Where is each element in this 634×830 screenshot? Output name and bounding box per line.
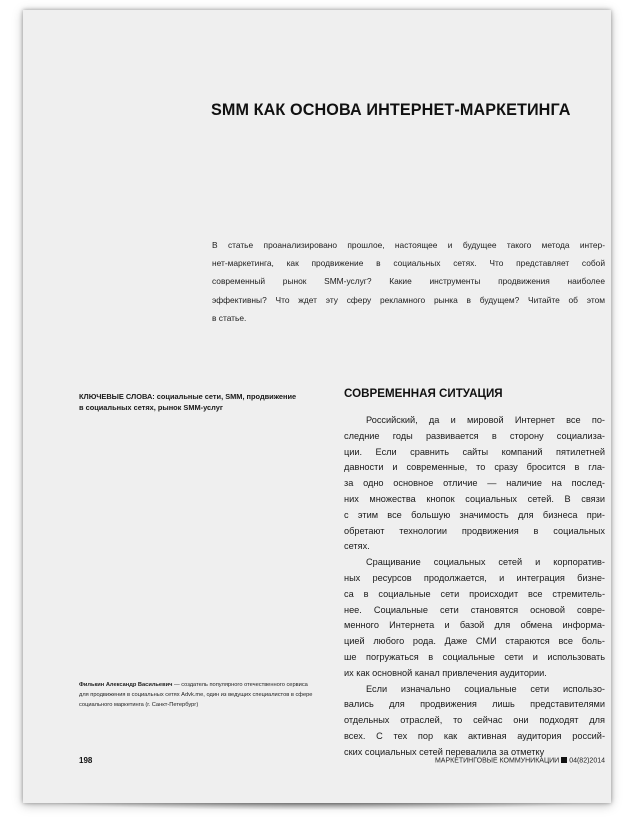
body-line: цией любого рода. Даже СМИ стараются все боль- xyxy=(344,636,605,647)
keywords-line: в социальных сетях, рынок SMM-услуг xyxy=(79,403,223,412)
body-line: Российский, да и мировой Интернет все по- xyxy=(366,415,605,425)
body-line: следние годы развивается в сторону социализа- xyxy=(344,430,605,441)
body-line: за одно основное отличие — наличие на послед- xyxy=(344,478,605,489)
article-abstract xyxy=(212,236,605,327)
body-line: их как основной канал привлечения аудитории. xyxy=(344,667,547,678)
body-line: отдельных отраслей, то сейчас они подходят для xyxy=(344,715,605,726)
abstract-line: нет-маркетинга, как продвижение в социальных сетях. Что представляет собой xyxy=(212,258,605,269)
issue-number: 04(82)2014 xyxy=(569,757,605,765)
body-line: ных ресурсов продолжается, и интеграция бизне- xyxy=(344,572,605,583)
body-line: обретают технологии продвижения в социальных xyxy=(344,525,605,536)
author-bio xyxy=(79,680,339,710)
author-name: Филькин Александр Васильевич xyxy=(79,682,173,688)
body-line: с этим все большую значимость для бизнеса при- xyxy=(344,509,605,520)
body-line: нее. Социальные сети становятся основой совре- xyxy=(344,604,605,615)
body-line: ских социальных сетей перевалила за отметку xyxy=(344,746,545,757)
body-line: менного Интернета и базой для обмена информа- xyxy=(344,620,605,631)
author-bio-line: социального маркетинга (г. Санкт-Петербург) xyxy=(79,702,199,708)
square-separator-icon xyxy=(561,757,567,763)
body-line: ции. Если сравнить сайты компаний пятилетней xyxy=(344,446,605,457)
body-line: всех. С тех пор как активная аудитория россий- xyxy=(344,730,605,741)
abstract-line: эффективны? Что ждет эту сферу рекламного рынка в будущем? Читайте об этом xyxy=(212,294,605,305)
keywords xyxy=(79,391,329,413)
keywords-line: КЛЮЧЕВЫЕ СЛОВА: социальные сети, SMM, продвижение xyxy=(79,392,297,401)
body-line: Сращивание социальных сетей и корпоратив- xyxy=(366,557,605,568)
body-line: давности и современные, то сразу бросится в гла- xyxy=(344,462,605,473)
abstract-line: в статье. xyxy=(212,312,247,323)
body-line: ше погружаться в социальные сети и использовать xyxy=(344,651,605,662)
journal-name: МАРКЕТИНГОВЫЕ КОММУНИКАЦИИ xyxy=(434,757,560,765)
running-footer xyxy=(419,757,605,765)
page-number: 198 xyxy=(79,756,93,765)
section-heading: СОВРЕМЕННАЯ СИТУАЦИЯ xyxy=(344,387,503,400)
article-title: SMM КАК ОСНОВА ИНТЕРНЕТ-МАРКЕТИНГА xyxy=(211,101,571,119)
author-bio-text: — создатель популярного отечественного сервиса xyxy=(172,682,308,688)
article-body xyxy=(344,413,605,761)
author-bio-line xyxy=(79,680,339,690)
abstract-line: современный рынок SMM-услуг? Какие инструменты продвижения наиболее xyxy=(212,276,605,287)
magazine-page xyxy=(23,10,611,803)
body-line: вались для продвижения лишь представителями xyxy=(344,699,605,710)
abstract-line: В статье проанализировано прошлое, настоящее и будущее такого метода интер- xyxy=(212,240,605,250)
body-line: них множества кнопок социальных сетей. В связи xyxy=(344,493,605,504)
body-line: Если изначально социальные сети использо- xyxy=(366,683,605,694)
body-line: сетях. xyxy=(344,541,370,552)
author-bio-line: для продвижения в социальных сетях Advk.me, один из ведущих специалистов в сфере xyxy=(79,692,313,698)
body-line: са в социальные сети происходит все стремитель- xyxy=(344,588,605,599)
